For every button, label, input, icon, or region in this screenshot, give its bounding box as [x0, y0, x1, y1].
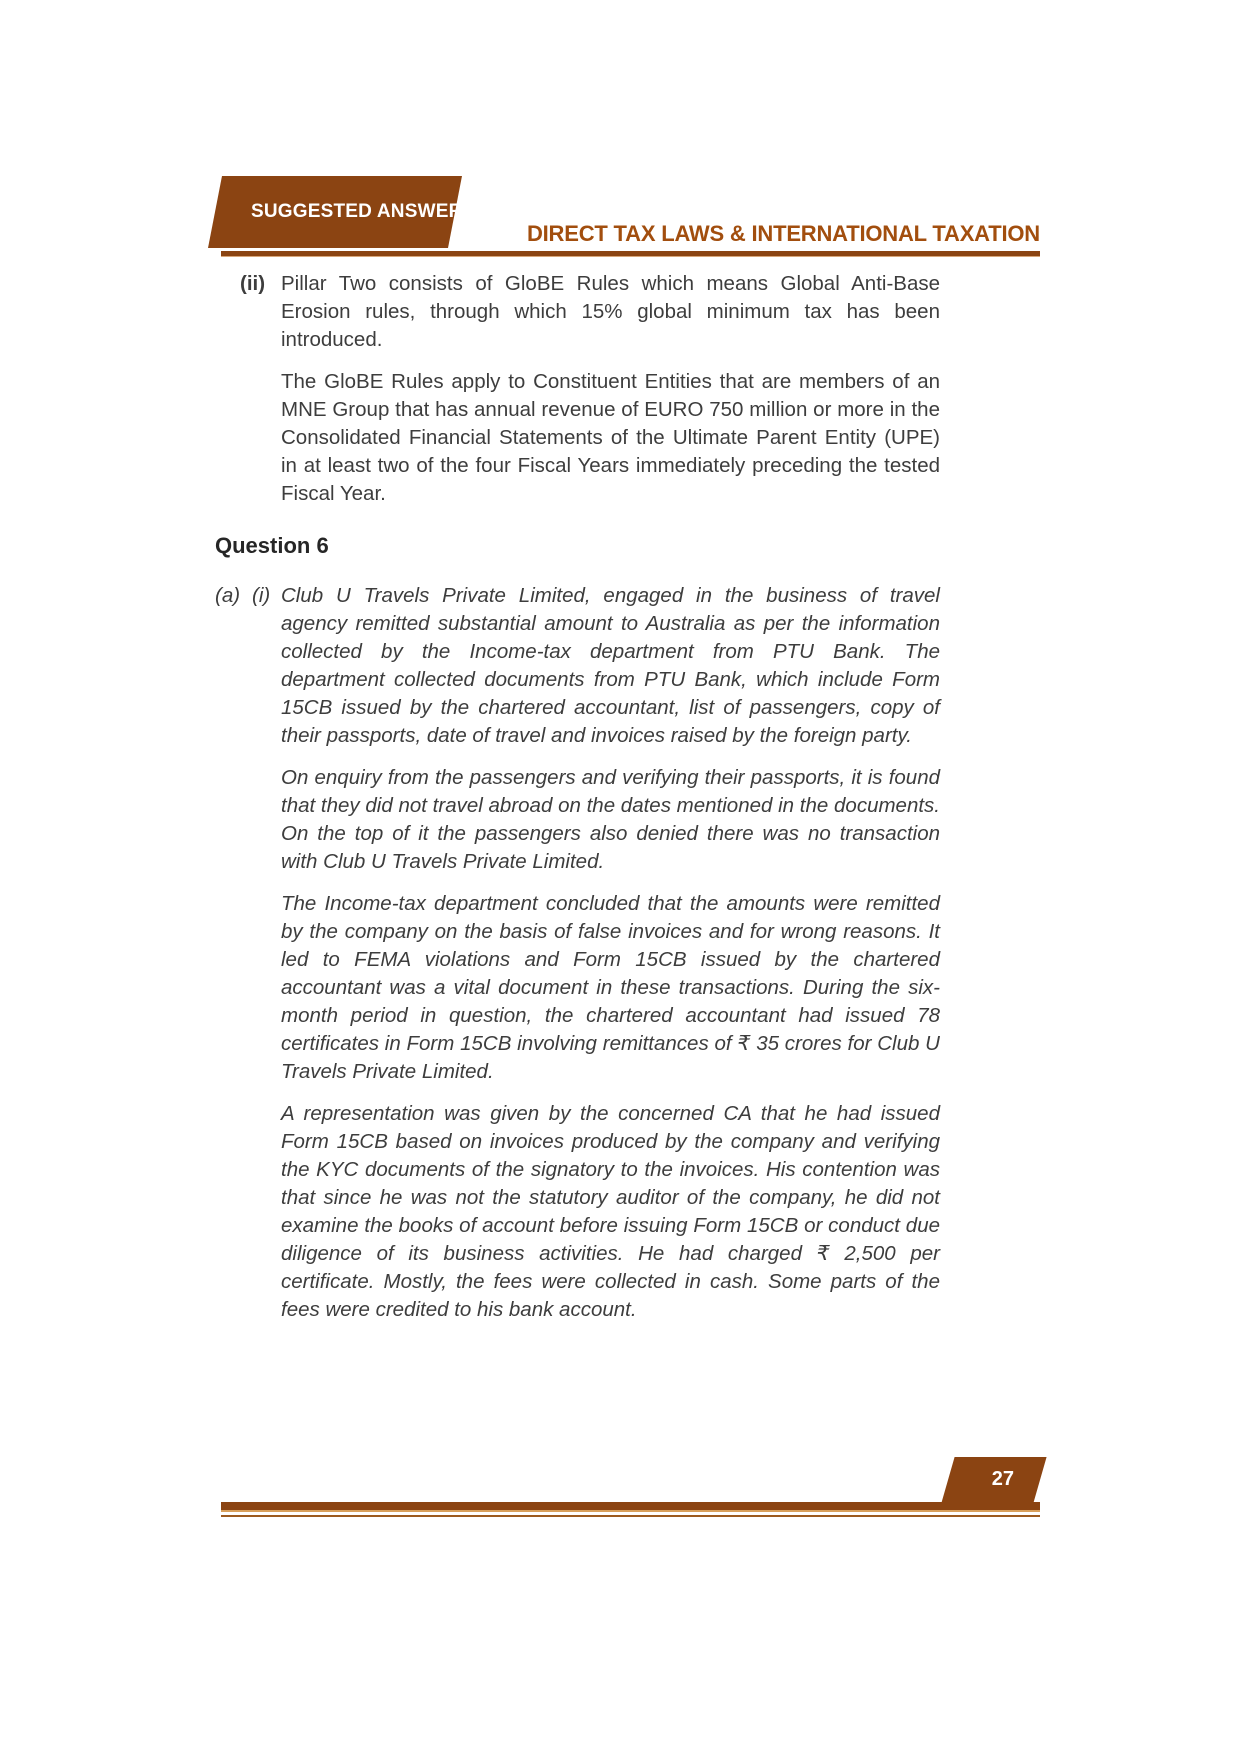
- question-paragraph: The Income-tax department concluded that the amounts were remitted by the company on the basis of false invoices and for wrong reasons. It led to FEMA violations and Form 15CB issued by the chartered accountant was a vital document in these transactions. During the six-month period in question, the chartered accountant had issued 78 certificates in Form 15CB involving remittances of ₹ 35 crores for Club U Travels Private Limited.: [281, 892, 940, 1083]
- banner-label: SUGGESTED ANSWER: [251, 201, 463, 222]
- header-divider: [221, 251, 1040, 257]
- question-paragraph: On enquiry from the passengers and verifying their passports, it is found that they did not travel abroad on the dates mentioned in the documents. On the top of it the passengers also denied there was no transaction with Club U Travels Private Limited.: [281, 766, 940, 873]
- list-marker-ii: (ii): [240, 272, 266, 295]
- question-heading: Question 6: [215, 533, 329, 558]
- answer-paragraph: The GloBE Rules apply to Constituent Entities that are members of an MNE Group that has annual revenue of EURO 750 million or more in the Consolidated Financial Statements of the Ultimate Parent Entity (UPE) in at least two of the four Fiscal Years immediately preceding the tested Fiscal Year.: [281, 370, 940, 505]
- page-title: DIRECT TAX LAWS & INTERNATIONAL TAXATION: [526, 221, 1040, 246]
- footer-divider-thin: [221, 1515, 1040, 1517]
- question-paragraph-row: [281, 1100, 940, 1324]
- question-paragraph: A representation was given by the concerned CA that he had issued Form 15CB based on invoices produced by the company and verifying the KYC documents of the signatory to the invoices. His contention was that since he was not the statutory auditor of the company, he did not examine the books of account before issuing Form 15CB or conduct due diligence of its business activities. He had charged ₹ 2,500 per certificate. Mostly, the fees were collected in cash. Some parts of the fees were credited to his bank account.: [281, 1102, 940, 1321]
- page-content: [215, 270, 940, 1338]
- footer-divider-thick: [221, 1502, 1040, 1512]
- question-paragraph-row: [281, 764, 940, 876]
- answer-item: [215, 270, 940, 354]
- question-item: [215, 582, 940, 750]
- page-number: 27: [991, 1468, 1014, 1490]
- answer-paragraph: Pillar Two consists of GloBE Rules which means Global Anti-Base Erosion rules, through which 15% global minimum tax has been introduced.: [281, 272, 940, 351]
- suggested-answer-banner: [215, 176, 463, 248]
- question-paragraph: Club U Travels Private Limited, engaged in the business of travel agency remitted substantial amount to Australia as per the information collected by the Income-tax department from PTU Bank. The department collected documents from PTU Bank, which include Form 15CB issued by the chartered accountant, list of passengers, copy of their passports, date of travel and invoices raised by the foreign party.: [281, 584, 940, 747]
- question-paragraph-row: [281, 890, 940, 1086]
- sub-marker-i: (i): [252, 584, 271, 607]
- answer-continuation: [281, 368, 940, 508]
- part-marker-a: (a): [215, 584, 241, 607]
- page-number-badge: [948, 1457, 1040, 1503]
